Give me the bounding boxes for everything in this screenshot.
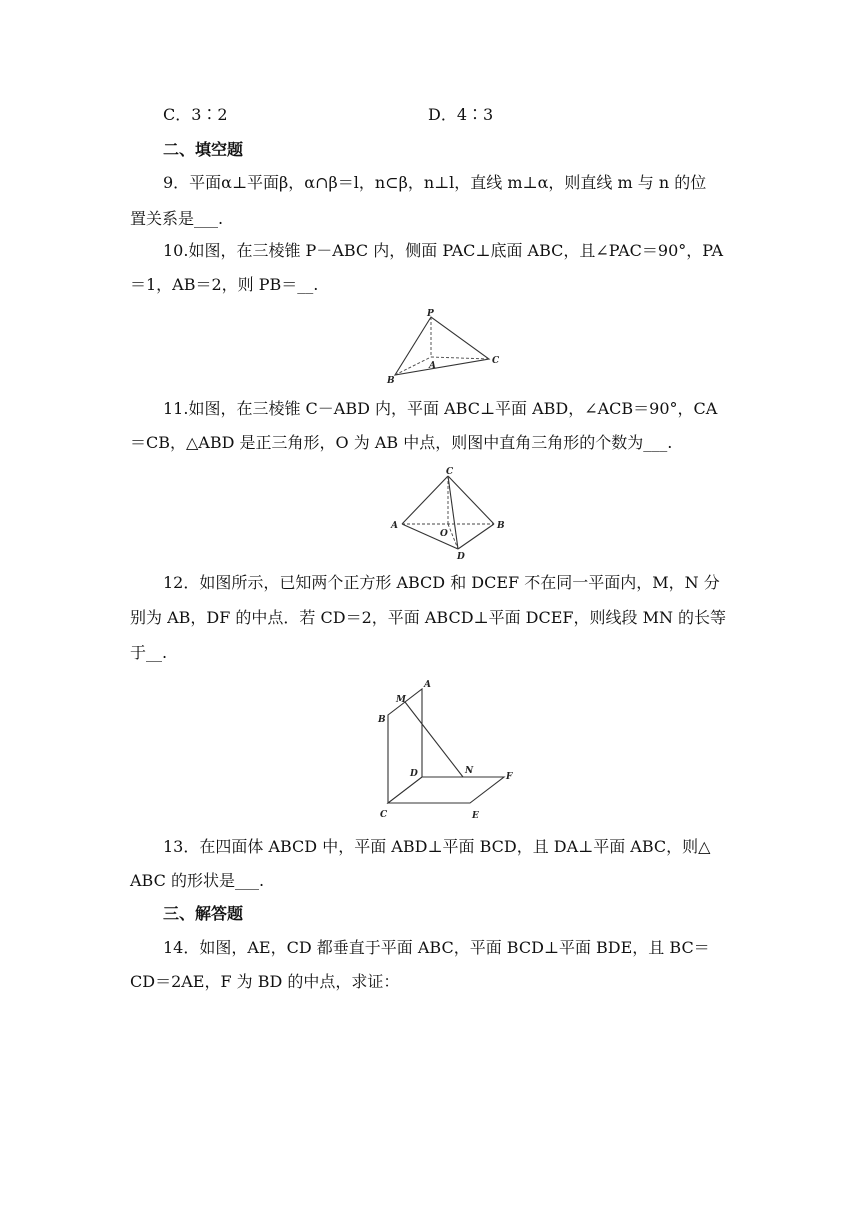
q11-label-b: B	[497, 521, 505, 531]
q12-line3: 于__.	[130, 643, 168, 662]
q12-label-a: A	[424, 680, 431, 690]
q10-figure	[385, 305, 515, 390]
q10-label-p: P	[427, 309, 434, 319]
q12-label-n: N	[465, 766, 474, 776]
section-heading-answer: 三、解答题	[163, 904, 244, 923]
q12-line1: 12．如图所示，已知两个正方形 ABCD 和 DCEF 不在同一平面内，M，N 分	[163, 573, 720, 592]
q12-label-m: M	[396, 695, 406, 705]
q14-line1: 14．如图，AE，CD 都垂直于平面 ABC，平面 BCD⊥平面 BDE，且 BC＝	[163, 938, 710, 957]
q11-label-c: C	[446, 467, 454, 477]
q10-label-a: A	[429, 361, 436, 371]
option-c: C．3∶2	[163, 105, 228, 124]
q13-line2: ABC 的形状是___.	[130, 871, 265, 890]
q12-label-c: C	[380, 810, 388, 820]
section-heading-fill-in: 二、填空题	[163, 140, 244, 159]
q9-line1: 9．平面α⊥平面β，α∩β＝l，n⊂β，n⊥l，直线 m⊥α，则直线 m 与 n 的位	[163, 173, 707, 192]
q10-label-b: B	[387, 376, 395, 386]
q10-line2: ＝1，AB＝2，则 PB＝__.	[130, 275, 319, 294]
q11-label-a: A	[391, 521, 398, 531]
q11-line2: ＝CB，△ABD 是正三角形，O 为 AB 中点，则图中直角三角形的个数为___.	[130, 433, 673, 452]
q12-label-e: E	[472, 811, 479, 821]
q12-label-d: D	[410, 769, 418, 779]
q10-line1: 10.如图，在三棱锥 P－ABC 内，侧面 PAC⊥底面 ABC，且∠PAC＝90°，PA	[163, 241, 724, 260]
q11-line1: 11.如图，在三棱锥 C－ABD 内，平面 ABC⊥平面 ABD，∠ACB＝90°，CA	[163, 399, 718, 418]
q10-label-c: C	[492, 356, 500, 366]
q12-label-f: F	[506, 772, 513, 782]
q11-figure	[385, 462, 515, 562]
q13-line1: 13．在四面体 ABCD 中，平面 ABD⊥平面 BCD，且 DA⊥平面 ABC，则△	[163, 837, 711, 856]
option-d: D．4∶3	[428, 105, 494, 124]
q11-label-o: O	[440, 529, 448, 539]
q12-label-b: B	[378, 715, 386, 725]
q12-figure	[372, 672, 522, 824]
q14-line2: CD＝2AE，F 为 BD 的中点，求证：	[130, 972, 400, 991]
q11-label-d: D	[457, 552, 465, 562]
q9-line2: 置关系是___.	[130, 209, 224, 228]
q12-line2: 别为 AB，DF 的中点．若 CD＝2，平面 ABCD⊥平面 DCEF，则线段 MN 的长等	[130, 608, 727, 627]
